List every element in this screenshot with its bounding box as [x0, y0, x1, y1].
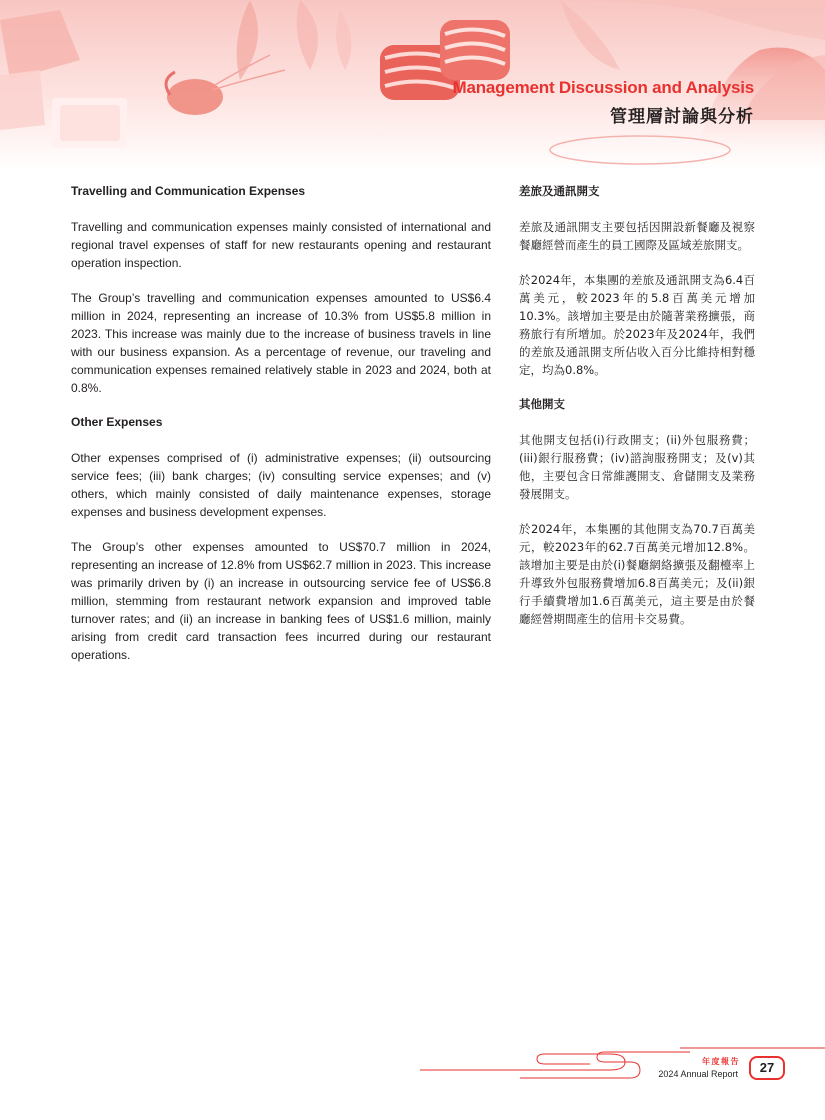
heading-other-en: Other Expenses [71, 415, 163, 429]
paragraph-other-2-zh: 於2024年，本集團的其他開支為70.7百萬美元，較2023年的62.7百萬美元增加12.8%。該增加主要是由於(i)餐廳網絡擴張及翻檯率上升導致外包服務費增加6.8百萬美元；及(ii)銀行手續費增加1.6百萬美元，這主要是由於餐廳經營期間產生的信用卡交易費。 [519, 522, 755, 626]
heading-travelling-en: Travelling and Communication Expenses [71, 184, 306, 198]
english-column [71, 183, 491, 681]
page-footer [0, 1040, 825, 1090]
paragraph-other-2-en: The Group’s other expenses amounted to US$70.7 million in 2024, representing an increase of 12.8% from US$62.7 million in 2023. This increase was primarily driven by (i) an increase in outsourcing service fee of US$6.8 million, stemming from restaurant network expansion and improved table turnover rates; and (ii) an increase in banking fees of US$1.6 million, mainly arising from credit card transaction fees incurred during our restaurant operations. [71, 540, 491, 662]
paragraph-other-1-zh: 其他開支包括(i)行政開支；(ii)外包服務費；(iii)銀行服務費；(iv)諮詢服務開支；及(v)其他，主要包含日常維護開支、倉儲開支及業務發展開支。 [519, 433, 755, 501]
paragraph-travelling-2-zh: 於2024年，本集團的差旅及通訊開支為6.4百萬美元，較2023年的5.8百萬美元增加10.3%。該增加主要是由於隨著業務擴張，商務旅行有所增加。於2023年及2024年，我們的差旅及通訊開支所佔收入百分比維持相對穩定，均為0.8%。 [519, 273, 755, 377]
page-header [453, 78, 755, 127]
footer-label-zh: 年度報告 [702, 1057, 740, 1066]
paragraph-travelling-2-en: The Group’s travelling and communication expenses amounted to US$6.4 million in 2024, representing an increase of 10.3% from US$5.8 million in 2023. This increase was mainly due to the increase of business travels in line with our business expansion. As a percentage of revenue, our traveling and communication expenses remained relatively stable in 2023 and 2024, both at 0.8%. [71, 291, 491, 395]
section-title-en: Management Discussion and Analysis [452, 78, 754, 97]
section-title-zh: 管理層討論與分析 [610, 107, 754, 127]
paragraph-other-1-en: Other expenses comprised of (i) administrative expenses; (ii) outsourcing service fees; (iii) bank charges; (iv) consulting service expenses; and (v) others, which mainly consisted of daily maintenance expenses, storage expenses and business development expenses. [71, 451, 491, 519]
paragraph-travelling-1-zh: 差旅及通訊開支主要包括因開設新餐廳及視察餐廳經營而產生的員工國際及區域差旅開支。 [519, 220, 755, 252]
paragraph-travelling-1-en: Travelling and communication expenses mainly consisted of international and regional travel expenses of staff for new restaurants opening and restaurant operation inspection. [71, 220, 491, 270]
heading-other-zh: 其他開支 [519, 397, 565, 411]
page-number: 27 [749, 1056, 785, 1080]
heading-travelling-zh: 差旅及通訊開支 [519, 184, 600, 198]
footer-label-en: 2024 Annual Report [658, 1069, 738, 1079]
chinese-column [519, 183, 755, 645]
